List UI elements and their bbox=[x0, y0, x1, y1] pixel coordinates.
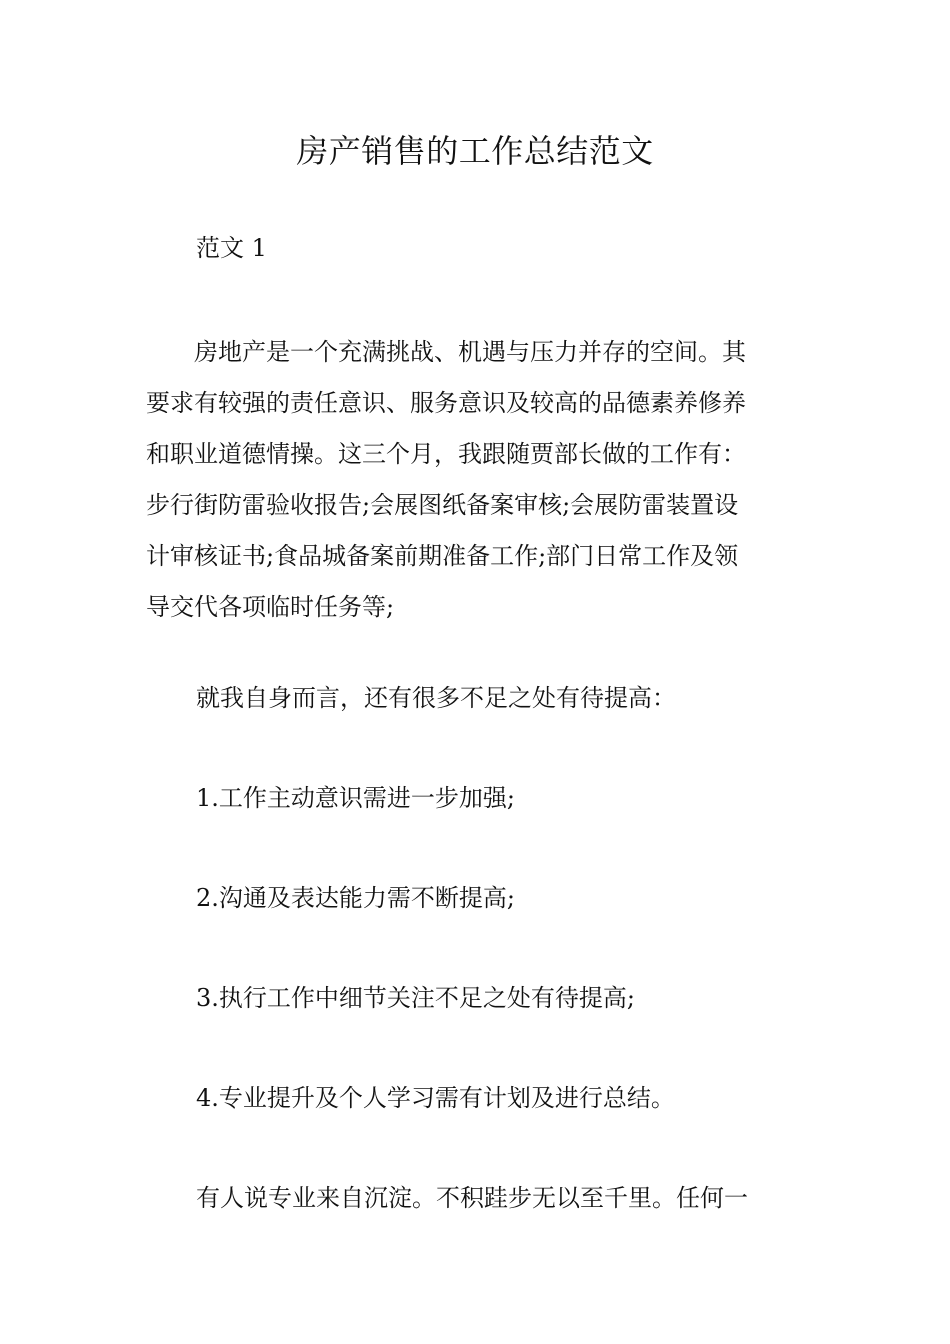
paragraph-2-first-line: 有人说专业来自沉淀。不积跬步无以至千里。任何一 bbox=[196, 1184, 748, 1212]
paragraph-1-line: 计审核证书;食品城备案前期准备工作;部门日常工作及领 bbox=[146, 542, 739, 570]
list-item: 1.工作主动意识需进一步加强; bbox=[196, 784, 515, 812]
list-item: 3.执行工作中细节关注不足之处有待提高; bbox=[196, 984, 635, 1012]
paragraph-1-line: 导交代各项临时任务等; bbox=[146, 593, 395, 621]
paragraph-1-line: 步行街防雷验收报告;会展图纸备案审核;会展防雷装置设 bbox=[146, 491, 739, 519]
list-item: 4.专业提升及个人学习需有计划及进行总结。 bbox=[196, 1084, 675, 1112]
section-label: 范文 1 bbox=[196, 234, 267, 262]
paragraph-1-line: 房地产是一个充满挑战、机遇与压力并存的空间。其 bbox=[146, 338, 746, 366]
paragraph-1-line: 和职业道德情操。这三个月，我跟随贾部长做的工作有： bbox=[146, 440, 746, 468]
intro-line: 就我自身而言，还有很多不足之处有待提高： bbox=[196, 684, 676, 712]
paragraph-1 bbox=[146, 327, 806, 633]
document-title: 房产销售的工作总结范文 bbox=[296, 132, 654, 170]
paragraph-1-line: 要求有较强的责任意识、服务意识及较高的品德素养修养 bbox=[146, 389, 746, 417]
list-item: 2.沟通及表达能力需不断提高; bbox=[196, 884, 515, 912]
